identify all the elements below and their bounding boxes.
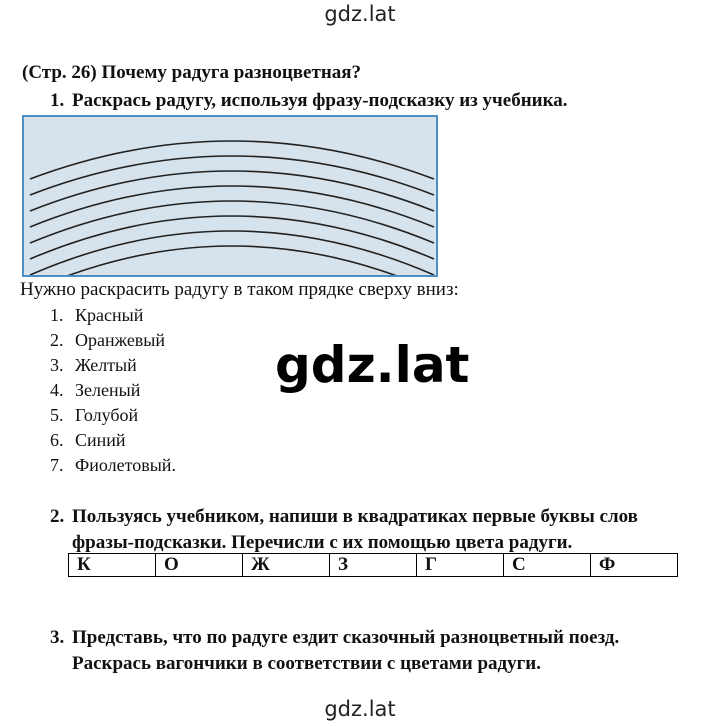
task-1-text: Раскрась радугу, используя фразу-подсказку из учебника.: [72, 90, 568, 111]
letter-box[interactable]: З: [330, 554, 417, 577]
task-2-line-1: Пользуясь учебником, напиши в квадратиках первые буквы слов: [72, 506, 638, 527]
letter-box[interactable]: О: [156, 554, 243, 577]
list-item: 1. Красный: [50, 305, 144, 325]
task-3-line-1: Представь, что по радуге ездит сказочный разноцветный поезд.: [72, 627, 620, 648]
watermark-bottom: gdz.lat: [324, 697, 396, 721]
watermark-top: gdz.lat: [324, 2, 396, 26]
rainbow-arcs: [24, 117, 438, 277]
letter-box[interactable]: Ф: [591, 554, 678, 577]
watermark-center: gdz.lat: [275, 336, 470, 394]
rainbow-arc-3: [30, 171, 434, 211]
list-item: 2. Оранжевый: [50, 330, 166, 350]
letter-box[interactable]: С: [504, 554, 591, 577]
rainbow-picture: [22, 115, 438, 277]
rainbow-arc-1: [30, 141, 434, 179]
letter-boxes: [68, 553, 678, 577]
list-item: 7. Фиолетовый.: [50, 455, 176, 475]
letter-box[interactable]: Г: [417, 554, 504, 577]
task-3-number: 3.: [50, 627, 65, 648]
color-list: [50, 303, 176, 478]
list-item: 3. Желтый: [50, 355, 137, 375]
task-2-line-2: фразы-подсказки. Перечисли с их помощью цвета радуги.: [72, 532, 573, 553]
task-3-line-2: Раскрась вагончики в соответствии с цветами радуги.: [72, 653, 541, 674]
list-item: 5. Голубой: [50, 405, 139, 425]
rainbow-arc-8: [30, 246, 434, 277]
instruction-text: Нужно раскрасить радугу в таком прядке сверху вниз:: [20, 279, 459, 300]
task-2: [50, 504, 698, 556]
list-item: 6. Синий: [50, 430, 126, 450]
page-heading: (Стр. 26) Почему радуга разноцветная?: [22, 62, 362, 83]
list-item: 4. Зеленый: [50, 380, 141, 400]
task-1: [50, 88, 568, 114]
letter-box[interactable]: К: [69, 554, 156, 577]
rainbow-arc-2: [30, 156, 434, 195]
task-2-number: 2.: [50, 506, 65, 527]
letter-box[interactable]: Ж: [243, 554, 330, 577]
task-3: [50, 625, 698, 677]
task-1-number: 1.: [50, 90, 65, 111]
